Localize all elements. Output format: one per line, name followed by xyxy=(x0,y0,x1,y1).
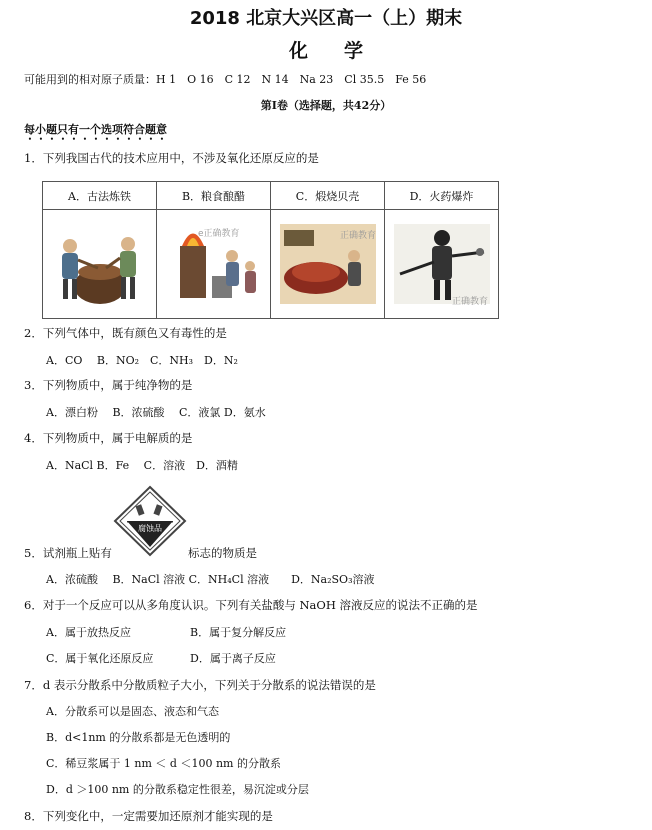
q6-stem: 6．对于一个反应可以从多角度认识。下列有关盐酸与 NaOH 溶液反应的说法不正确的是 xyxy=(24,598,478,612)
vinegar-brewing-illustration xyxy=(162,216,266,312)
q6-option-c: C．属于氧化还原反应 xyxy=(46,652,154,665)
corrosive-hazard-sign xyxy=(113,485,187,557)
q7-option-b: B．d<1nm 的分散系都是无色透明的 xyxy=(46,731,231,744)
q6-option-d: D．属于离子反应 xyxy=(190,652,276,665)
q1-option-a: A．古法炼铁 xyxy=(43,182,157,210)
q1-option-d: D．火药爆炸 xyxy=(385,182,499,210)
q3-stem: 3．下列物质中，属于纯净物的是 xyxy=(24,378,193,392)
q6-option-a: A．属于放热反应 xyxy=(46,626,131,639)
section-heading xyxy=(0,97,652,113)
corrosive-sign-label: 腐蚀品 xyxy=(138,524,162,533)
q1-option-c: C．煅烧贝壳 xyxy=(271,182,385,210)
q1-image-b xyxy=(157,210,271,319)
q4-stem: 4．下列物质中，属于电解质的是 xyxy=(24,431,193,445)
q1-image-d-watermark: 正确教育 xyxy=(451,297,488,307)
q7-option-a: A．分散系可以是固态、液态和气态 xyxy=(46,705,219,718)
shell-calcination-illustration xyxy=(276,216,380,312)
q7-stem: 7．d 表示分散系中分散质粒子大小，下列关于分散系的说法错误的是 xyxy=(24,678,376,692)
iron-smelting-illustration xyxy=(48,216,152,312)
q1-stem: 1．下列我国古代的技术应用中，不涉及氧化还原反应的是 xyxy=(24,151,319,165)
q2-options: A．CO B．NO₂ C．NH₃ D．N₂ xyxy=(46,354,238,367)
instruction: 每小题只有一个选项符合题意 xyxy=(24,123,167,136)
q1-image-b-watermark: e正确教育 xyxy=(197,229,240,239)
q5-options: A．浓硫酸 B．NaCl 溶液 C．NH₄Cl 溶液 D．Na₂SO₃溶液 xyxy=(46,573,375,586)
subject-title: 化学 xyxy=(288,40,399,62)
q4-options: A．NaCl B．Fe C．溶液 D．酒精 xyxy=(46,459,238,472)
q7-option-d: D．d ＞100 nm 的分散系稳定性很差，易沉淀或分层 xyxy=(46,783,309,796)
q5-stem-after: 标志的物质是 xyxy=(188,546,257,560)
q1-image-d xyxy=(385,210,499,319)
gunpowder-explosion-illustration xyxy=(390,216,494,312)
page-title: 2018 北京大兴区高一（上）期末 xyxy=(189,8,463,29)
q2-stem: 2．下列气体中，既有颜色又有毒性的是 xyxy=(24,326,227,340)
q1-option-b: B．粮食酿醋 xyxy=(157,182,271,210)
atomic-masses: 可能用到的相对原子质量：H 1 O 16 C 12 N 14 Na 23 Cl 35.5 Fe 56 xyxy=(24,73,427,86)
q1-image-c xyxy=(271,210,385,319)
q7-option-c: C．稀豆浆属于 1 nm ＜ d ＜100 nm 的分散系 xyxy=(46,757,281,770)
section-heading-text: 第Ⅰ卷（选择题，共42分） xyxy=(260,99,392,112)
q3-options: A．漂白粉 B．浓硫酸 C．液氯 D．氨水 xyxy=(46,406,266,419)
q5-stem-before: 5．试剂瓶上贴有 xyxy=(24,546,112,560)
q6-option-b: B．属于复分解反应 xyxy=(190,626,287,639)
q8-stem: 8．下列变化中，一定需要加还原剂才能实现的是 xyxy=(24,809,273,823)
q1-image-a xyxy=(43,210,157,319)
q1-options-table xyxy=(42,181,499,319)
q1-image-c-watermark: 正确教育 xyxy=(339,231,376,241)
